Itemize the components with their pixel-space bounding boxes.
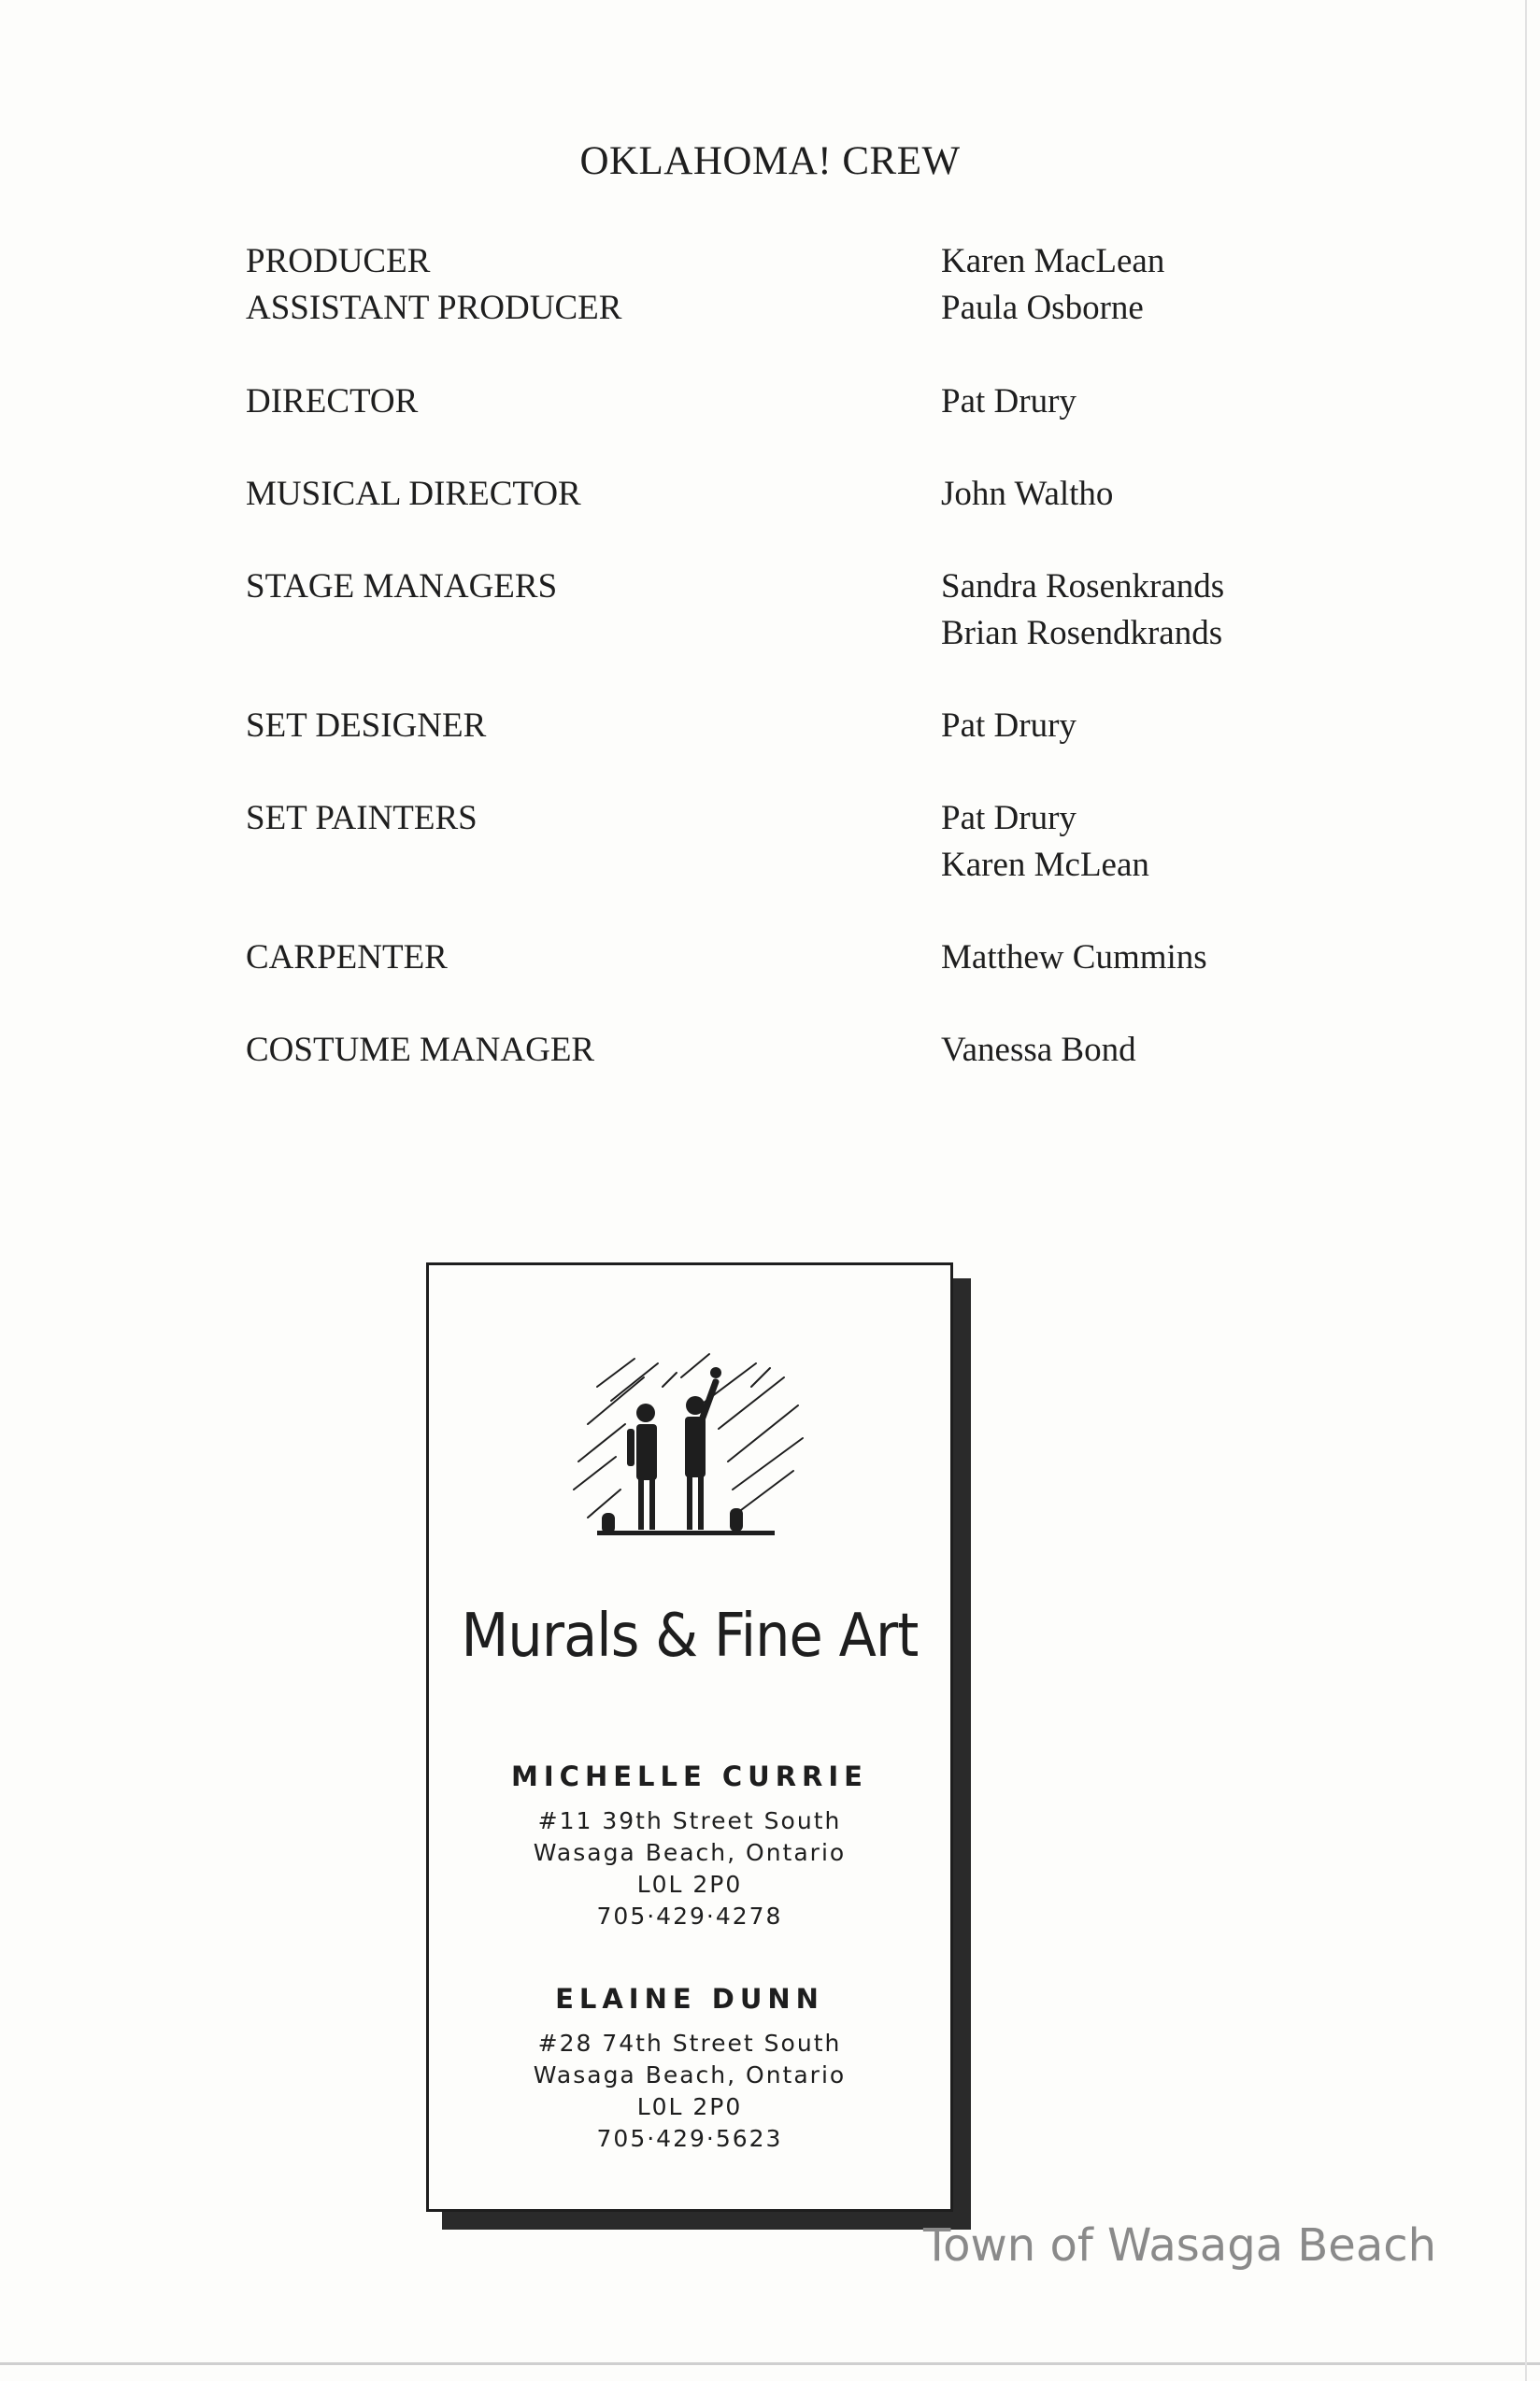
crew-names <box>941 1027 1136 1074</box>
crew-names <box>941 563 1224 657</box>
contact-phone: 705·429·5623 <box>596 2125 783 2152</box>
crew-role: SET PAINTERS <box>246 799 478 837</box>
business-card-ad <box>426 1262 953 2212</box>
crew-names <box>941 378 1077 425</box>
crew-names <box>941 795 1149 889</box>
contact-postal: L0L 2P0 <box>636 2093 743 2120</box>
crew-role: COSTUME MANAGER <box>246 1031 595 1069</box>
page-edge-right <box>1525 0 1527 2381</box>
contact-block <box>429 1761 950 1932</box>
crew-name: John Waltho <box>941 475 1114 513</box>
crew-name: Karen McLean <box>941 846 1149 884</box>
contact-city: Wasaga Beach, Ontario <box>533 1839 847 1866</box>
crew-name: Vanessa Bond <box>941 1031 1136 1069</box>
crew-role: PRODUCER <box>246 242 431 280</box>
crew-role: SET DESIGNER <box>246 706 487 745</box>
crew-role: STAGE MANAGERS <box>246 567 558 606</box>
crew-name: Matthew Cummins <box>941 938 1207 977</box>
business-name: Murals & Fine Art <box>461 1602 919 1671</box>
contact-address: #11 39th Street South <box>537 1807 842 1834</box>
contact-postal: L0L 2P0 <box>636 1871 743 1898</box>
contact-address: #28 74th Street South <box>537 2030 842 2057</box>
contact-block <box>429 1983 950 2155</box>
crew-name: Paula Osborne <box>941 289 1144 327</box>
contact-name: MICHELLE CURRIE <box>511 1761 868 1792</box>
crew-names <box>941 934 1207 981</box>
crew-names <box>941 285 1144 332</box>
crew-name: Pat Drury <box>941 799 1077 837</box>
contact-name: ELAINE DUNN <box>555 1983 824 2015</box>
crew-role: CARPENTER <box>246 938 448 977</box>
contact-phone: 705·429·4278 <box>596 1903 783 1930</box>
crew-names <box>941 703 1077 749</box>
page-title: OKLAHOMA! CREW <box>579 139 961 183</box>
crew-role: ASSISTANT PRODUCER <box>246 289 622 327</box>
watermark: Town of Wasaga Beach <box>923 2219 1437 2272</box>
crew-names <box>941 238 1164 285</box>
crew-name: Brian Rosendkrands <box>941 614 1223 652</box>
crew-name: Sandra Rosenkrands <box>941 567 1225 606</box>
crew-names <box>941 471 1113 518</box>
murals-sketch-icon <box>569 1349 812 1564</box>
crew-role: DIRECTOR <box>246 382 419 421</box>
crew-role: MUSICAL DIRECTOR <box>246 475 581 513</box>
page-edge <box>0 2362 1540 2365</box>
crew-name: Karen MacLean <box>941 242 1165 280</box>
crew-name: Pat Drury <box>941 706 1077 745</box>
contact-city: Wasaga Beach, Ontario <box>533 2061 847 2089</box>
crew-name: Pat Drury <box>941 382 1077 421</box>
